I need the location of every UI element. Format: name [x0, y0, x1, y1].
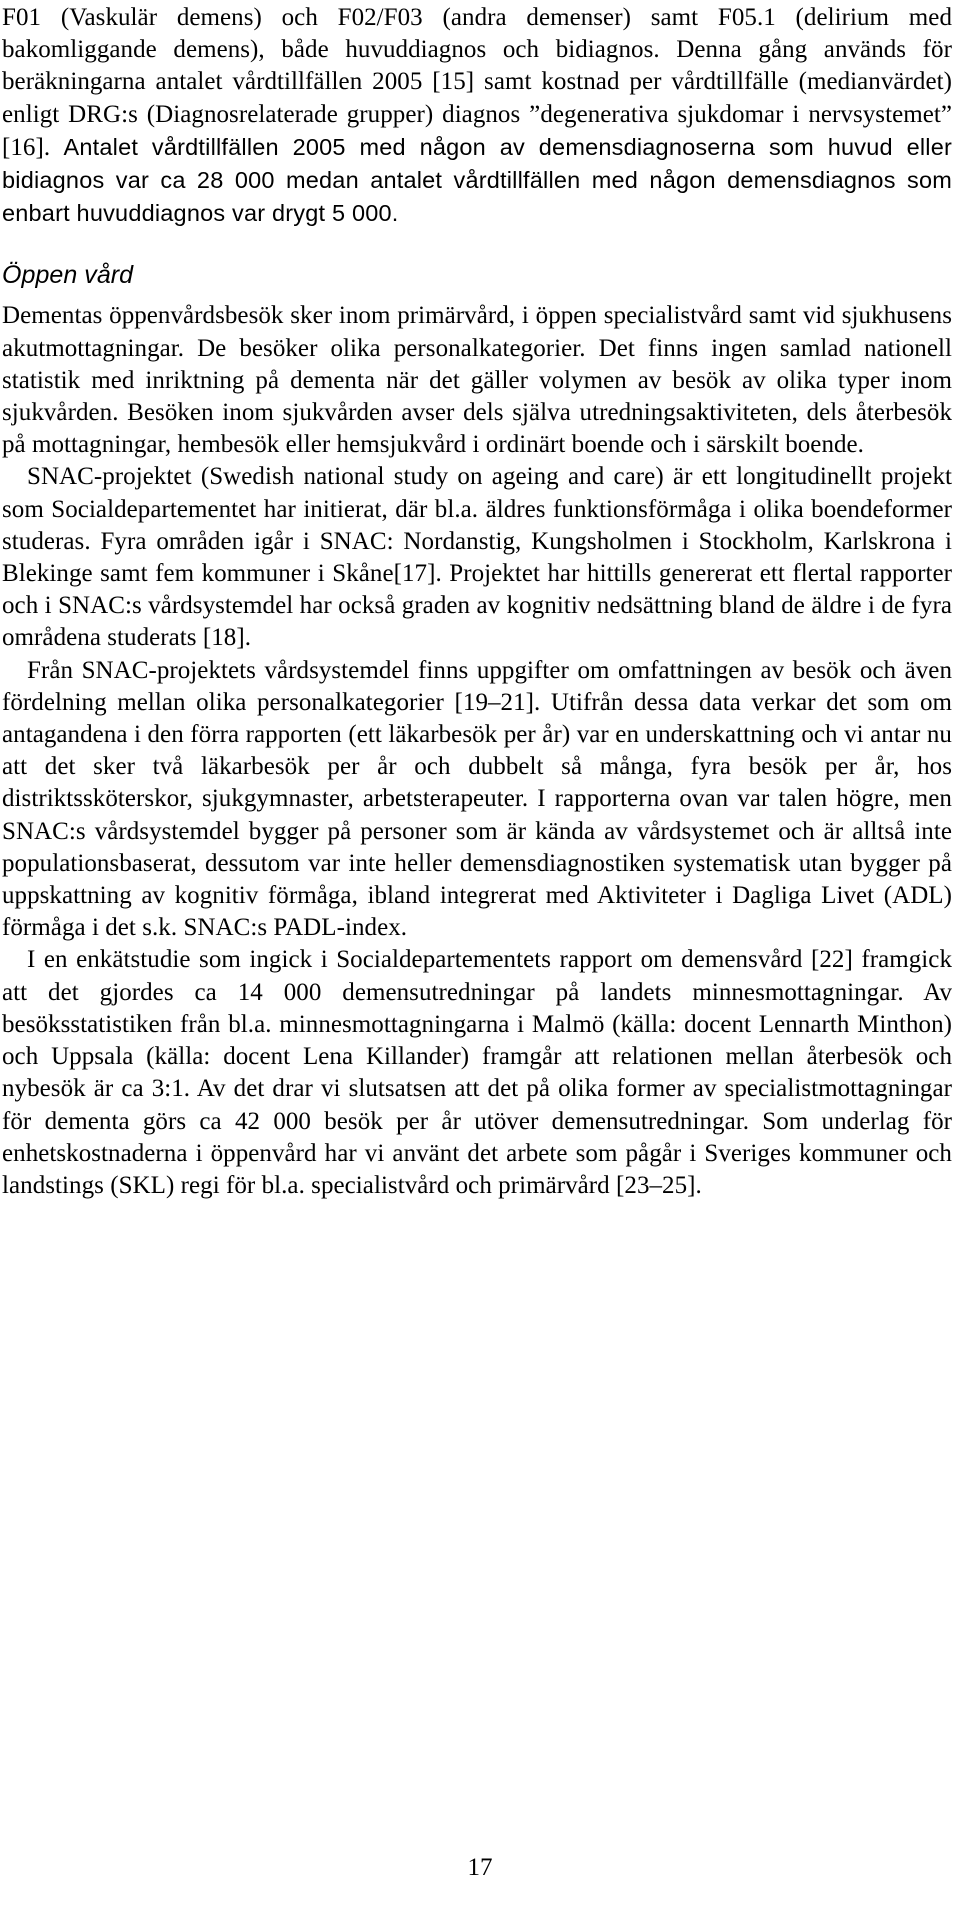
paragraph-1: Dementas öppenvårdsbesök sker inom primärvård, i öppen specialistvård samt vid sjukhusens akutmottagningar. De besöker olika personalkategorier. Det finns ingen samlad nationell statistik med inriktning på dementa när det gäller volymen av besök av olika typer inom sjukvården. Besöken inom sjukvården avser dels själva utredningsaktiviteten, dels återbesök på mottagningar, hembesök eller hemsjukvård i ordinärt boende och i särskilt boende.	[2, 302, 952, 459]
intro-text-serif: F01 (Vaskulär demens) och F02/F03 (andra demenser) samt F05.1 (delirium med bakomliggande demens), både huvuddiagnos och bidiagnos. Denna gång används för beräkningarna antalet vårdtillfällen 2005 [15] samt kostnad per vårdtillfälle (medianvärdet) enligt DRG:s (Diagnosrelaterade grupper) diagnos ”degenerativa sjukdomar i nervsystemet” [16].	[2, 4, 952, 161]
intro-text-sans: Antalet vårdtillfällen 2005 med någon av demensdiagnoserna som huvud eller bidiagnos var ca 28 000 medan antalet vårdtillfällen med någon demensdiagnos som enbart huvuddiagnos var drygt 5 000.	[2, 133, 952, 227]
section-heading: Öppen vård	[2, 261, 134, 290]
intro-paragraph	[2, 2, 952, 230]
paragraph-2: SNAC-projektet (Swedish national study on ageing and care) är ett longitudinellt projekt som Socialdepartementet har initierat, där bl.a. äldres funktionsförmåga i olika boendeformer studeras. Fyra områden igår i SNAC: Nordanstig, Kungsholmen i Stockholm, Karlskrona i Blekinge samt fem kommuner i Skåne[17]. Projektet har hittills genererat ett flertal rapporter och i SNAC:s vårdsystemdel har också graden av kognitiv nedsättning bland de äldre i de fyra områdena studerats [18].	[2, 463, 952, 652]
paragraph-3: Från SNAC-projektets vårdsystemdel finns uppgifter om omfattningen av besök och även fördelning mellan olika personalkategorier [19–21]. Utifrån dessa data verkar det som om antagandena i den förra rapporten (ett läkarbesök per år) var en underskattning och vi antar nu att det sker två läkarbesök per år och dubbelt så många, fyra besök per år, hos distriktssköterskor, sjukgymnaster, arbetsterapeuter. I rapporterna ovan var talen högre, men SNAC:s vårdsystemdel bygger på personer som är kända av vårdsystemet och är alltså inte populationsbaserat, dessutom var inte heller demensdiagnostiken systematisk utan bygger på uppskattning av kognitiv förmåga, ibland integrerat med Aktiviteter i Dagliga Livet (ADL) förmåga i det s.k. SNAC:s PADL-index.	[2, 656, 952, 942]
paragraph-4: I en enkätstudie som ingick i Socialdepartementets rapport om demensvård [22] framgick att det gjordes ca 14 000 demensutredningar på landets minnesmottagningar. Av besöksstatistiken från bl.a. minnesmottagningarna i Malmö (källa: docent Lennarth Minthon) och Uppsala (källa: docent Lena Killander) framgår att relationen mellan återbesök och nybesök är ca 3:1. Av det drar vi slutsatsen att det på olika former av specialistmottagningar för dementa görs ca 42 000 besök per år utöver demensutredningar. Som underlag för enhetskostnaderna i öppenvård har vi använt det arbete som pågår i Sveriges kommuner och landstings (SKL) regi för bl.a. specialistvård och primärvård [23–25].	[2, 946, 952, 1199]
page-number: 17	[467, 1854, 493, 1881]
document-body	[2, 2, 952, 1202]
